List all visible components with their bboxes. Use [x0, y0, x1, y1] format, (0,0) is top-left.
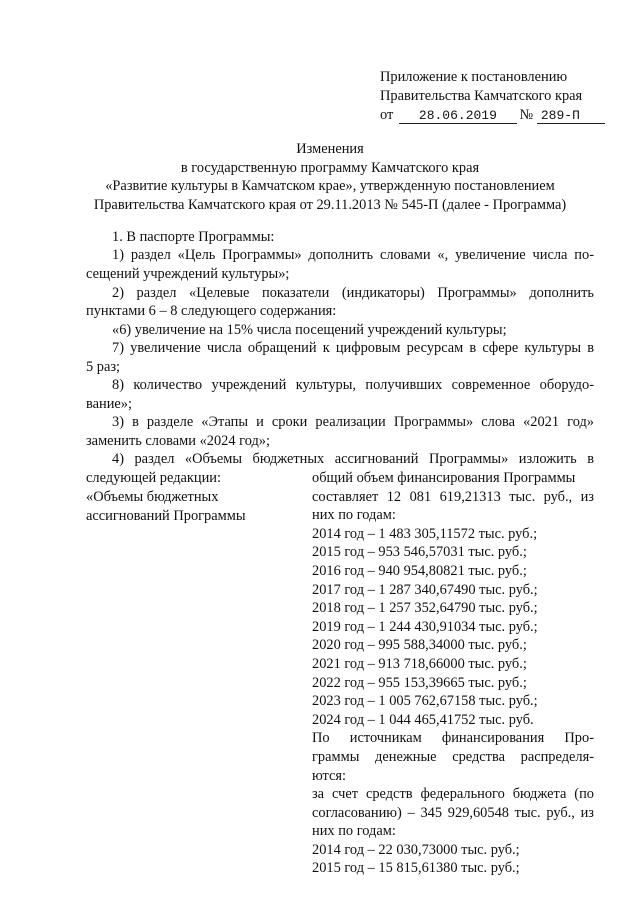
federal-line-2: согласованию) – 345 929,60548 тыс. руб., из: [312, 804, 594, 821]
budget-section-content: [312, 469, 594, 878]
paragraph-goal-line-1: 1) раздел «Цель Программы» дополнить словами «, увеличение числа по-: [112, 247, 594, 263]
year-row: 2022 год – 955 153,39665 тыс. руб.;: [312, 674, 527, 691]
document-date: 28.06.2019: [399, 108, 517, 124]
title-line-4: Правительства Камчатского края от 29.11.2013 № 545-П (далее - Программа): [93, 197, 567, 213]
year-row: 2020 год – 995 588,34000 тыс. руб.;: [312, 637, 527, 654]
year-row: 2017 год – 1 287 340,67490 тыс. руб.;: [312, 581, 538, 598]
year-row: 2014 год – 1 483 305,11572 тыс. руб.;: [312, 525, 538, 542]
paragraph-item-6: «6) увеличение на 15% числа посещений учреждений культуры;: [112, 322, 507, 338]
paragraph-passport: 1. В паспорте Программы:: [112, 229, 275, 245]
title-line-2: в государственную программу Камчатского края: [180, 160, 480, 176]
paragraph-budget-line-2: следующей редакции:: [86, 470, 221, 486]
year-row: 2024 год – 1 044 465,41752 тыс. руб.: [312, 711, 534, 728]
budget-section-label: [86, 469, 286, 525]
year-row: 2023 год – 1 005 762,67158 тыс. руб.;: [312, 693, 538, 710]
federal-year-row: 2015 год – 15 815,61380 тыс. руб.;: [312, 860, 520, 877]
budget-label-line-1: «Объемы бюджетных: [86, 489, 219, 505]
year-row: 2015 год – 953 546,57031 тыс. руб.;: [312, 544, 527, 561]
from-label: от: [380, 107, 394, 123]
sources-line-1: По источникам финансирования Про-: [312, 730, 594, 747]
paragraph-item-8-line-1: 8) количество учреждений культуры, получивших современное оборудо-: [112, 377, 594, 393]
paragraph-indicators-line-1: 2) раздел «Целевые показатели (индикаторы) Программы» дополнить: [112, 285, 594, 301]
paragraph-stages-line-1: 3) в разделе «Этапы и сроки реализации Программы» слова «2021 год»: [112, 414, 594, 430]
federal-line-1: за счет средств федерального бюджета (по: [312, 786, 594, 803]
paragraph-goal-line-2: сещений учреждений культуры»;: [86, 266, 290, 282]
sources-line-2: граммы денежные средства распределя-: [312, 748, 594, 765]
federal-year-row: 2014 год – 22 030,73000 тыс. руб.;: [312, 841, 520, 858]
paragraph-item-7-line-1: 7) увеличение числа обращений к цифровым ресурсам в сфере культуры в: [112, 340, 594, 356]
appendix-line-1: Приложение к постановлению: [380, 69, 568, 85]
year-row: 2018 год – 1 257 352,64790 тыс. руб.;: [312, 600, 538, 617]
appendix-date-line: [380, 106, 605, 125]
budget-intro-line-1: общий объем финансирования Программы: [312, 470, 576, 486]
appendix-line-2: Правительства Камчатского края: [380, 88, 583, 104]
budget-intro-line-2: составляет 12 081 619,21313 тыс. руб., из: [312, 488, 594, 505]
year-row: 2021 год – 913 718,66000 тыс. руб.;: [312, 655, 527, 672]
title-line-3: «Развитие культуры в Камчатском крае», утвержденную постановлением: [105, 178, 555, 194]
paragraph-indicators-line-2: пунктами 6 – 8 следующего содержания:: [86, 303, 337, 319]
title-line-1: Изменения: [296, 141, 364, 157]
paragraph-item-8-line-2: вание»;: [86, 396, 132, 412]
budget-intro-line-3: них по годам:: [312, 507, 396, 524]
paragraph-stages-line-2: заменить словами «2024 год»;: [86, 433, 270, 449]
sources-line-3: ются:: [312, 767, 347, 784]
document-number: 289-П: [537, 108, 605, 124]
federal-line-3: них по годам:: [312, 823, 396, 840]
year-row: 2016 год – 940 954,80821 тыс. руб.;: [312, 562, 527, 579]
budget-label-line-2: ассигнований Программы: [86, 507, 246, 524]
paragraph-item-7-line-2: 5 раз;: [86, 359, 121, 375]
year-row: 2019 год – 1 244 430,91034 тыс. руб.;: [312, 618, 538, 635]
number-label: №: [519, 107, 534, 123]
paragraph-budget-line-1: 4) раздел «Объемы бюджетных ассигнований Программы» изложить в: [112, 451, 594, 467]
